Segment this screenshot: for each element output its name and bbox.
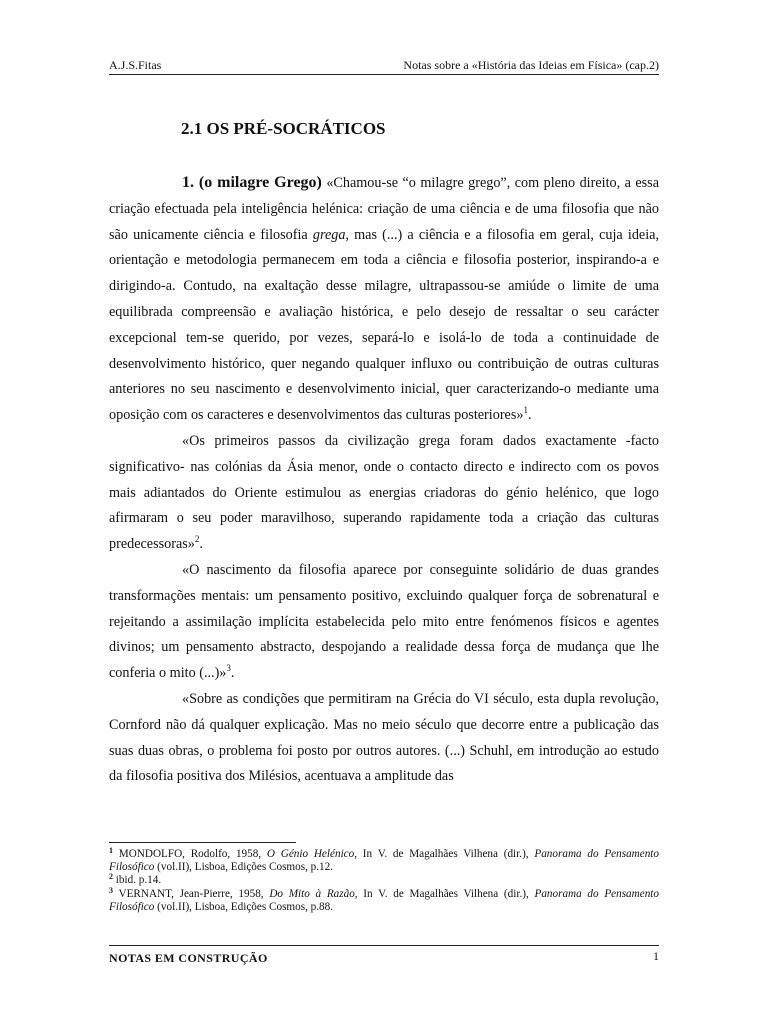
footnote-text: (vol.II), Lisboa, Edições Cosmos, p.12. <box>154 861 334 874</box>
footnote-2 <box>109 874 659 887</box>
footnote-series-title: Panorama do Pensamento Filosófico <box>109 887 659 913</box>
paragraph-2 <box>109 429 659 558</box>
footnote-text: , In V. de Magalhães Vilhena (dir.), <box>354 887 535 900</box>
page-footer <box>109 945 659 964</box>
page-header <box>109 56 659 75</box>
footnote-series-title: Panorama do Pensamento Filosófico <box>109 848 660 874</box>
footnote-work-title: O Génio Helénico <box>266 848 355 860</box>
paragraph-tail: . <box>230 665 235 682</box>
footnote-text: (vol.II), Lisboa, Edições Cosmos, p.88. <box>154 900 334 913</box>
paragraph-text: «Chamou-se “o milagre grego”, com pleno direito, a essa criação efectuada pela inteligência helénica: criação de uma ciência e de uma filosofia que não são unicamente ciência e filosofia <box>109 175 659 243</box>
paragraph-tail: . <box>527 407 532 424</box>
emphasis-text: grega, <box>312 226 349 243</box>
footnote-1 <box>109 848 659 874</box>
footnotes <box>109 848 659 914</box>
body-text <box>109 170 659 790</box>
footnote-text: MONDOLFO, Rodolfo, 1958, <box>113 848 267 860</box>
footnote-text: , In V. de Magalhães Vilhena (dir.), <box>354 848 535 860</box>
section-title: 2.1 OS PRÉ-SOCRÁTICOS <box>181 119 386 138</box>
header-running-title: Notas sobre a «História das Ideias em Física» (cap.2) <box>403 58 659 72</box>
footnote-number: 3 <box>109 885 113 895</box>
paragraph-1 <box>109 170 659 429</box>
footnote-separator <box>109 842 296 843</box>
footnote-number: 1 <box>109 846 113 855</box>
paragraph-heading: 1. (o milagre Grego) <box>182 174 322 191</box>
page-number: 1 <box>653 949 659 963</box>
footer-label: NOTAS EM CONSTRUÇÃO <box>109 951 268 965</box>
paragraph-tail: . <box>199 536 203 553</box>
paragraph-text: «O nascimento da filosofia aparece por conseguinte solidário de duas grandes transformações mentais: um pensamento positivo, excluindo qualquer força de sobrenatural e rejeitando a assimilação implícita estabelecida pelo mito entre fenómenos físicos e agentes divinos; um pensamento abstracto, despojando a realidade dessa força de mudança que lhe conferia o mito (...)» <box>109 561 659 682</box>
footnote-text: ibid. p.14. <box>113 874 162 887</box>
paragraph-text: «Os primeiros passos da civilização grega foram dados exactamente -facto significativo- nas colónias da Ásia menor, onde o contacto directo e indirecto com os povos mais adiantados do Oriente estimulou as energias criadoras do génio helénico, que logo afirmaram o seu poder maravilhoso, superando rapidamente toda a criação das culturas predecessoras» <box>109 432 659 553</box>
footnote-3 <box>109 885 659 914</box>
paragraph-text: mas (...) a ciência e a filosofia em geral, cuja ideia, orientação e metodologia permanecem em toda a ciência e filosofia posterior, inspirando-a e dirigindo-a. Contudo, na exaltação desse milagre, ultrapassou-se amiúde o limite de uma equilibrada compreensão e avaliação histórica, e pelo desejo de ressaltar o seu carácter excepcional tem-se querido, por vezes, separá-lo e isolá-lo de toda a continuidade de desenvolvimento histórico, quer negando qualquer influxo ou contribuição de outras culturas anteriores no seu nascimento e desenvolvimento inicial, quer caracterizando-o mediante uma oposição com os caracteres e desenvolvimentos das culturas posteriores» <box>109 226 660 424</box>
footnote-reference[interactable]: 2 <box>194 534 200 545</box>
footnote-text: VERNANT, Jean-Pierre, 1958, <box>113 887 270 900</box>
paragraph-text: «Sobre as condições que permitiram na Grécia do VI século, esta dupla revolução, Cornford não dá qualquer explicação. Mas no meio século que decorre entre a publicação das suas duas obras, o problema foi posto por outros autores. (...) Schuhl, em introdução ao estudo da filosofia positiva dos Milésios, acentuava a amplitude das <box>109 690 659 785</box>
footnote-reference[interactable]: 1 <box>523 405 528 416</box>
header-author: A.J.S.Fitas <box>109 58 162 72</box>
footnote-work-title: Do Mito à Razão <box>269 887 355 900</box>
footnote-reference[interactable]: 3 <box>226 663 231 674</box>
footnote-number: 2 <box>109 872 113 882</box>
paragraph-3 <box>109 558 659 687</box>
paragraph-4 <box>109 687 659 790</box>
